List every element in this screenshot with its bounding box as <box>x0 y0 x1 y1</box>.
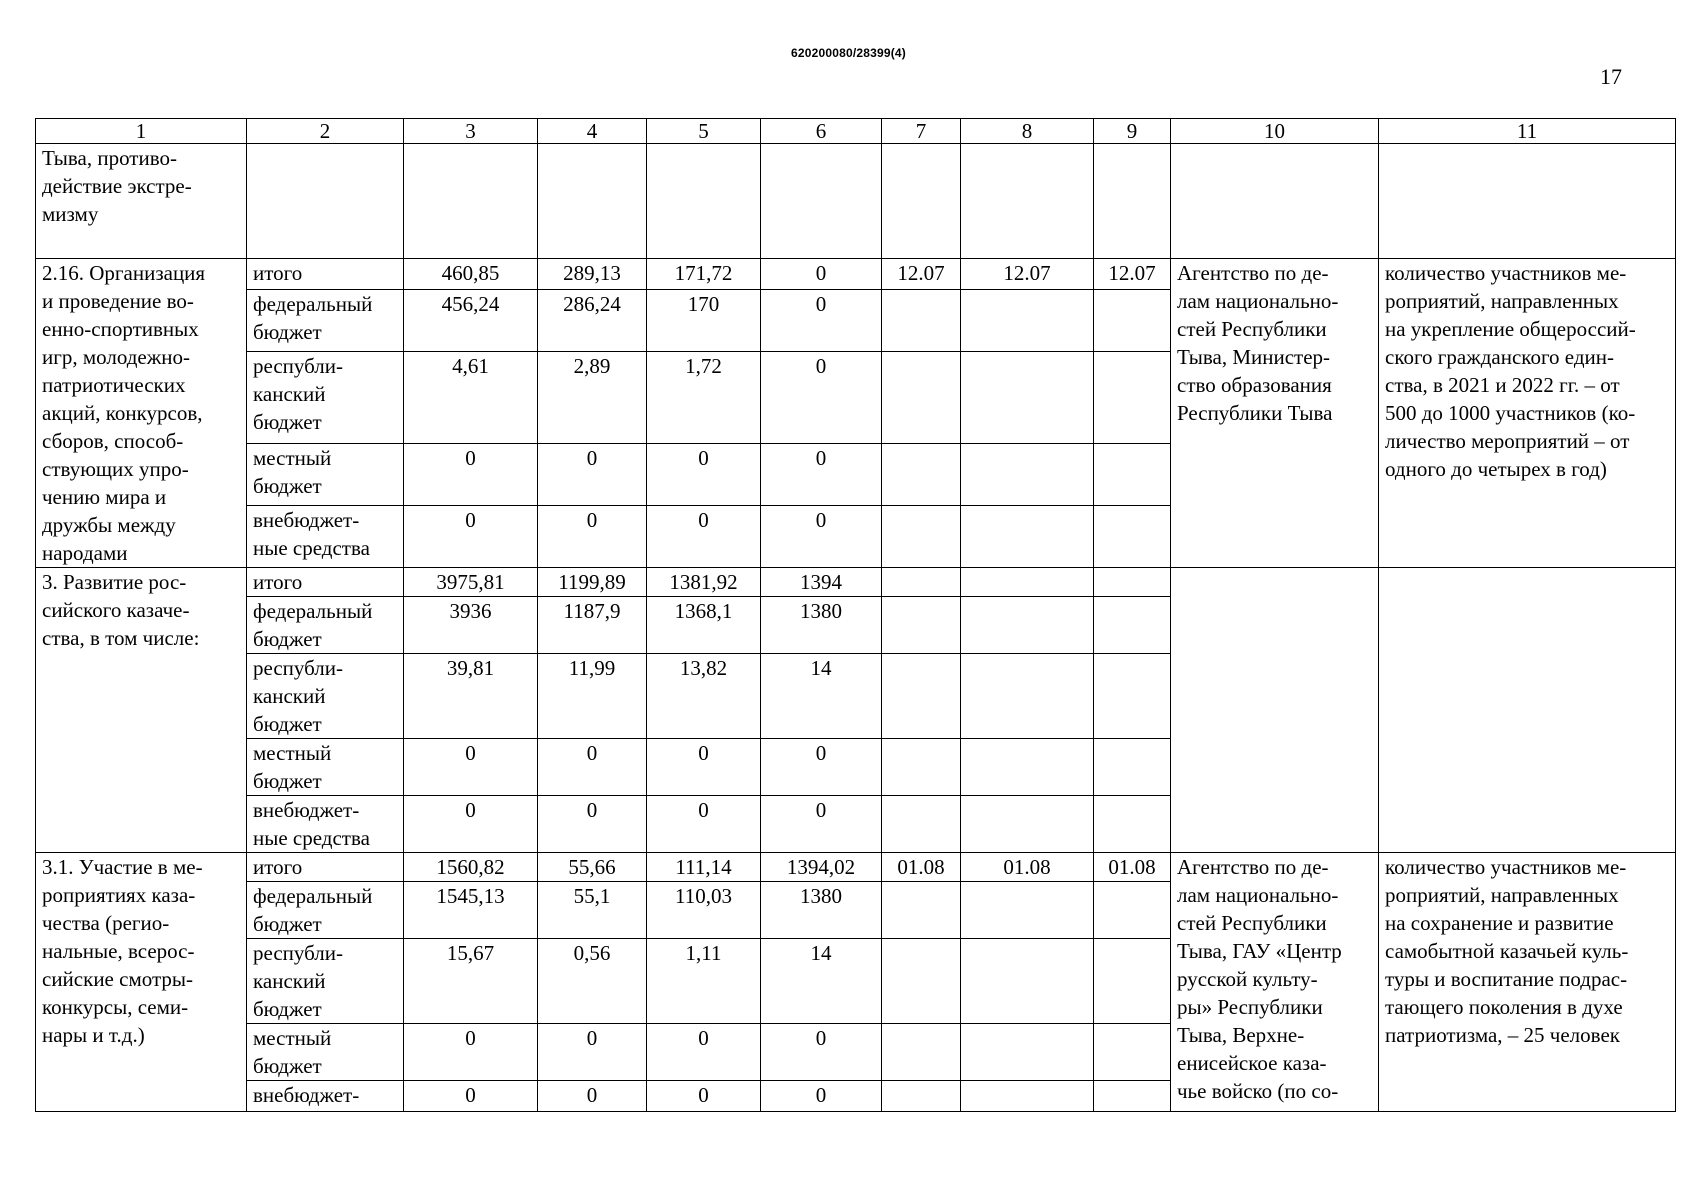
date-cell: 12.07 <box>1094 259 1171 290</box>
column-number: 8 <box>961 119 1094 144</box>
amount-cell: 55,1 <box>538 882 647 939</box>
date-cell <box>961 654 1094 739</box>
activity-name: 2.16. Организация и проведение во- енно-спортивных игр, молодежно- патриотических акций, конкурсов, сборов, способ- ствующих упро- чению мира и дружбы между народами <box>36 259 247 568</box>
amount-cell: 3936 <box>404 597 538 654</box>
amount-cell: 0 <box>538 444 647 506</box>
date-cell <box>882 444 961 506</box>
date-cell <box>961 506 1094 568</box>
date-cell <box>1094 506 1171 568</box>
table-row <box>36 259 1676 290</box>
date-cell <box>882 506 961 568</box>
date-cell: 01.08 <box>1094 853 1171 882</box>
empty-cell <box>761 144 882 259</box>
amount-cell: 0 <box>647 739 761 796</box>
column-number: 4 <box>538 119 647 144</box>
page-number: 17 <box>1600 64 1622 89</box>
amount-cell: 15,67 <box>404 939 538 1024</box>
amount-cell: 1394 <box>761 568 882 597</box>
amount-cell: 1,72 <box>647 352 761 444</box>
funding-source: республи- канский бюджет <box>247 352 404 444</box>
date-cell <box>961 597 1094 654</box>
responsible-executor: Агентство по де- лам национально- стей Республики Тыва, ГАУ «Центр русской культу- ры» Республики Тыва, Верхне- енисейское каза- чье войско (по со- <box>1171 853 1379 1112</box>
date-cell <box>1094 739 1171 796</box>
amount-cell: 289,13 <box>538 259 647 290</box>
funding-source: федеральный бюджет <box>247 882 404 939</box>
empty-cell <box>1171 144 1379 259</box>
empty-cell <box>538 144 647 259</box>
amount-cell: 0 <box>404 1024 538 1081</box>
date-cell <box>1094 290 1171 352</box>
date-cell <box>882 597 961 654</box>
column-number: 3 <box>404 119 538 144</box>
date-cell <box>961 1024 1094 1081</box>
date-cell <box>882 654 961 739</box>
date-cell <box>1094 597 1171 654</box>
amount-cell: 110,03 <box>647 882 761 939</box>
column-number: 10 <box>1171 119 1379 144</box>
amount-cell: 0 <box>404 739 538 796</box>
date-cell <box>882 1024 961 1081</box>
target-indicator <box>1379 568 1676 853</box>
date-cell <box>1094 352 1171 444</box>
date-cell <box>1094 654 1171 739</box>
amount-cell: 1380 <box>761 597 882 654</box>
date-cell <box>882 352 961 444</box>
amount-cell: 0 <box>647 796 761 853</box>
table-row <box>36 853 1676 882</box>
amount-cell: 2,89 <box>538 352 647 444</box>
date-cell <box>882 796 961 853</box>
funding-source: внебюджет- <box>247 1081 404 1112</box>
amount-cell: 170 <box>647 290 761 352</box>
date-cell <box>1094 1024 1171 1081</box>
target-indicator: количество участников ме- роприятий, направленных на сохранение и развитие самобытной казачьей куль- туры и воспитание подрас- тающего поколения в духе патриотизма, – 25 человек <box>1379 853 1676 1112</box>
amount-cell: 0 <box>404 796 538 853</box>
amount-cell: 111,14 <box>647 853 761 882</box>
funding-source: республи- канский бюджет <box>247 939 404 1024</box>
table-row <box>36 568 1676 597</box>
date-cell <box>1094 939 1171 1024</box>
date-cell <box>961 444 1094 506</box>
column-number: 11 <box>1379 119 1676 144</box>
amount-cell: 0,56 <box>538 939 647 1024</box>
amount-cell: 286,24 <box>538 290 647 352</box>
amount-cell: 14 <box>761 654 882 739</box>
date-cell <box>1094 444 1171 506</box>
amount-cell: 456,24 <box>404 290 538 352</box>
date-cell <box>882 739 961 796</box>
empty-cell <box>247 144 404 259</box>
date-cell <box>1094 882 1171 939</box>
amount-cell: 14 <box>761 939 882 1024</box>
column-number: 7 <box>882 119 961 144</box>
empty-cell <box>961 144 1094 259</box>
funding-source: федеральный бюджет <box>247 290 404 352</box>
date-cell <box>961 290 1094 352</box>
amount-cell: 0 <box>538 1081 647 1112</box>
amount-cell: 0 <box>404 506 538 568</box>
empty-cell <box>647 144 761 259</box>
column-number: 9 <box>1094 119 1171 144</box>
empty-cell <box>404 144 538 259</box>
amount-cell: 0 <box>761 1024 882 1081</box>
funding-source: федеральный бюджет <box>247 597 404 654</box>
document-id: 620200080/28399(4) <box>790 46 907 60</box>
amount-cell: 55,66 <box>538 853 647 882</box>
date-cell <box>961 796 1094 853</box>
funding-source: республи- канский бюджет <box>247 654 404 739</box>
activity-name: Тыва, противо- действие экстре- мизму <box>36 144 247 259</box>
amount-cell: 0 <box>761 796 882 853</box>
amount-cell: 1368,1 <box>647 597 761 654</box>
amount-cell: 4,61 <box>404 352 538 444</box>
amount-cell: 0 <box>538 796 647 853</box>
date-cell <box>882 882 961 939</box>
amount-cell: 0 <box>761 444 882 506</box>
amount-cell: 1545,13 <box>404 882 538 939</box>
date-cell: 01.08 <box>882 853 961 882</box>
empty-cell <box>882 144 961 259</box>
funding-source: местный бюджет <box>247 1024 404 1081</box>
funding-source: итого <box>247 568 404 597</box>
responsible-executor: Агентство по де- лам национально- стей Республики Тыва, Министер- ство образования Республики Тыва <box>1171 259 1379 568</box>
amount-cell: 13,82 <box>647 654 761 739</box>
empty-cell <box>1094 144 1171 259</box>
amount-cell: 0 <box>404 1081 538 1112</box>
amount-cell: 0 <box>538 739 647 796</box>
amount-cell: 1381,92 <box>647 568 761 597</box>
sections-body <box>36 259 1676 1112</box>
amount-cell: 0 <box>761 352 882 444</box>
funding-source: внебюджет- ные средства <box>247 506 404 568</box>
amount-cell: 171,72 <box>647 259 761 290</box>
amount-cell: 1199,89 <box>538 568 647 597</box>
empty-cell <box>1379 144 1676 259</box>
date-cell <box>961 1081 1094 1112</box>
amount-cell: 1380 <box>761 882 882 939</box>
amount-cell: 0 <box>647 506 761 568</box>
column-number: 1 <box>36 119 247 144</box>
amount-cell: 0 <box>761 259 882 290</box>
amount-cell: 0 <box>761 290 882 352</box>
date-cell: 01.08 <box>961 853 1094 882</box>
program-table <box>35 118 1676 1112</box>
amount-cell: 1187,9 <box>538 597 647 654</box>
date-cell <box>882 568 961 597</box>
continuation-row <box>36 144 1676 259</box>
date-cell <box>882 1081 961 1112</box>
date-cell <box>961 882 1094 939</box>
amount-cell: 3975,81 <box>404 568 538 597</box>
date-cell <box>961 739 1094 796</box>
column-number-row <box>36 119 1676 144</box>
amount-cell: 1560,82 <box>404 853 538 882</box>
amount-cell: 1,11 <box>647 939 761 1024</box>
date-cell <box>961 568 1094 597</box>
amount-cell: 0 <box>761 739 882 796</box>
date-cell <box>961 939 1094 1024</box>
activity-name: 3. Развитие рос- сийского казаче- ства, в том числе: <box>36 568 247 853</box>
funding-source: местный бюджет <box>247 739 404 796</box>
amount-cell: 0 <box>538 1024 647 1081</box>
target-indicator: количество участников ме- роприятий, направленных на укрепление общероссий- ского гражданского един- ства, в 2021 и 2022 гг. – от 500 до 1000 участников (ко- личество мероприятий – от одного до четырех в год) <box>1379 259 1676 568</box>
amount-cell: 1394,02 <box>761 853 882 882</box>
date-cell: 12.07 <box>882 259 961 290</box>
column-number: 2 <box>247 119 404 144</box>
date-cell <box>1094 796 1171 853</box>
date-cell <box>1094 568 1171 597</box>
date-cell <box>882 290 961 352</box>
funding-source: итого <box>247 853 404 882</box>
amount-cell: 0 <box>647 1024 761 1081</box>
date-cell <box>961 352 1094 444</box>
column-number: 6 <box>761 119 882 144</box>
date-cell <box>882 939 961 1024</box>
amount-cell: 0 <box>404 444 538 506</box>
amount-cell: 0 <box>538 506 647 568</box>
date-cell: 12.07 <box>961 259 1094 290</box>
amount-cell: 0 <box>761 1081 882 1112</box>
funding-source: итого <box>247 259 404 290</box>
column-number: 5 <box>647 119 761 144</box>
activity-name: 3.1. Участие в ме- роприятиях каза- чества (регио- нальные, всерос- сийские смотры- конкурсы, семи- нары и т.д.) <box>36 853 247 1112</box>
amount-cell: 0 <box>647 444 761 506</box>
funding-source: местный бюджет <box>247 444 404 506</box>
funding-source: внебюджет- ные средства <box>247 796 404 853</box>
amount-cell: 460,85 <box>404 259 538 290</box>
amount-cell: 39,81 <box>404 654 538 739</box>
amount-cell: 11,99 <box>538 654 647 739</box>
amount-cell: 0 <box>761 506 882 568</box>
amount-cell: 0 <box>647 1081 761 1112</box>
responsible-executor <box>1171 568 1379 853</box>
date-cell <box>1094 1081 1171 1112</box>
